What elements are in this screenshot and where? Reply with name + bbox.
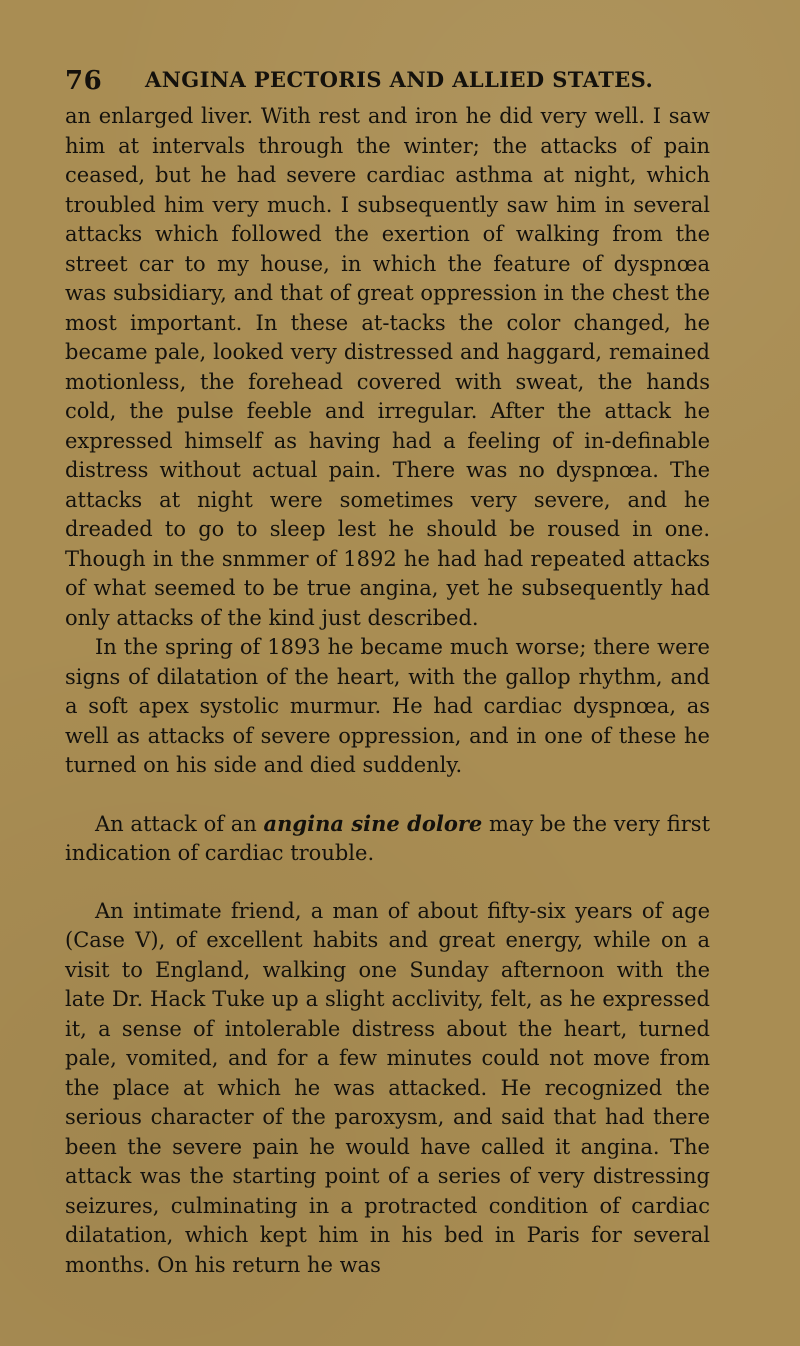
paragraph-1: an enlarged liver. With rest and iron he did very well. I saw him at intervals through the winter; the attacks of pain ceased, but he had severe cardiac asthma at night, which troubled him very much. I subsequently saw him in several attacks which followed the exertion of walking from the street car to my house, in which the feature of dyspnœa was subsidiary, and that of great oppression in the chest the most important. In these at-tacks the color changed, he became pale, looked very distressed and haggard, remained motionless, the forehead covered with sweat, the hands cold, the pulse feeble and irregular. After the attack he expressed himself as having had a feeling of in-definable distress without actual pain. There was no dyspnœa. The attacks at night were sometimes very severe, and he dreaded to go to sleep lest he should be roused in one. Though in the snmmer of 1892 he had had repeated attacks of what seemed to be true angina, yet he subsequently had only attacks of the kind just described.	[65, 104, 710, 630]
page-header	[65, 50, 745, 102]
paragraph-3-italic-phrase: angina sine dolore	[263, 810, 483, 836]
page-number: 76	[65, 66, 103, 96]
running-title: ANGINA PECTORIS AND ALLIED STATES.	[145, 67, 654, 92]
body-text	[65, 102, 710, 1280]
paragraph-4: An intimate friend, a man of about fifty-six years of age (Case V), of excellent habits and great energy, while on a visit to England, walking one Sunday afternoon with the late Dr. Hack Tuke up a slight acclivity, felt, as he expressed it, a sense of intolerable distress about the heart, turned pale, vomited, and for a few minutes could not move from the place at which he was attacked. He recognized the serious character of the paroxysm, and said that had there been the severe pain he would have called it angina. The attack was the starting point of a series of very distressing seizures, culminating in a protracted condition of cardiac dilatation, which kept him in his bed in Paris for several months. On his return he was	[65, 898, 710, 1277]
paragraph-3-end: may be the very first indication of cardiac trouble.	[65, 811, 711, 865]
paragraph-2: In the spring of 1893 he became much worse; there were signs of dilatation of the heart, with the gallop rhythm, and a soft apex systolic murmur. He had cardiac dyspnœa, as well as attacks of severe oppression, and in one of these he turned on his side and died suddenly.	[65, 635, 710, 777]
paragraph-3	[65, 809, 710, 869]
paragraph-3-start: An attack of an	[95, 811, 264, 836]
